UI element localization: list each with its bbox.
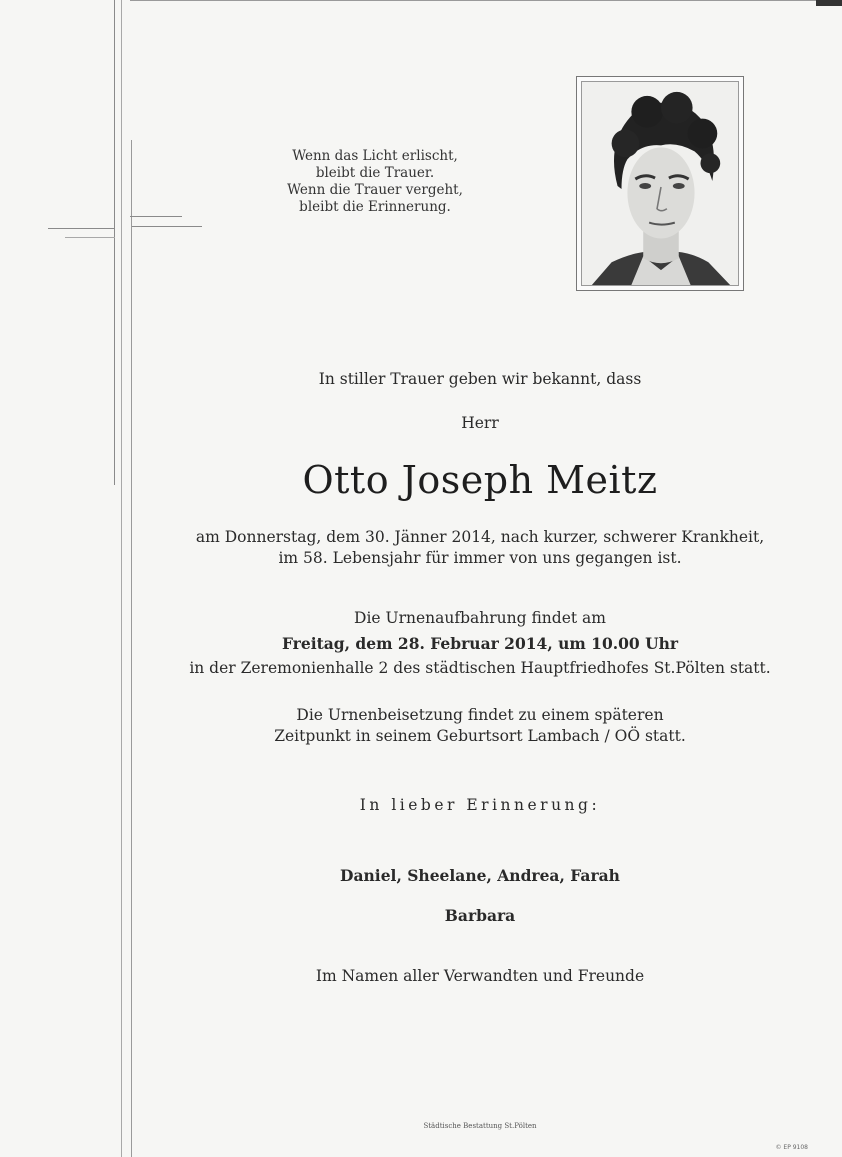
death-notice bbox=[150, 527, 810, 569]
viewing-line: Die Urnenaufbahrung findet am bbox=[354, 609, 606, 627]
portrait-image bbox=[582, 82, 738, 285]
viewing-date: Freitag, dem 28. Februar 2014, um 10.00 Uhr bbox=[281, 634, 679, 653]
cross-horizontal-line bbox=[130, 216, 182, 217]
verse-line: bleibt die Erinnerung. bbox=[299, 199, 451, 215]
burial-details bbox=[150, 705, 810, 747]
cross-vertical-line bbox=[121, 0, 122, 1157]
cross-horizontal-line bbox=[65, 237, 115, 238]
page-edge bbox=[130, 0, 842, 1]
death-notice-line: im 58. Lebensjahr für immer von uns gegangen ist. bbox=[278, 549, 682, 567]
document-code: © EP 9108 bbox=[775, 1144, 808, 1151]
viewing-location: in der Zeremonienhalle 2 des städtischen Hauptfriedhofes St.Pölten statt. bbox=[189, 659, 771, 677]
burial-line: Zeitpunkt in seinem Geburtsort Lambach / OÖ statt. bbox=[274, 727, 686, 745]
announcement-intro: In stiller Trauer geben wir bekannt, dass bbox=[318, 370, 642, 388]
salutation: Herr bbox=[461, 414, 499, 432]
burial-line: Die Urnenbeisetzung findet zu einem späteren bbox=[296, 706, 664, 724]
verse-line: Wenn das Licht erlischt, bbox=[292, 148, 458, 164]
portrait-photo-frame bbox=[576, 76, 744, 291]
mourner-names: Daniel, Sheelane, Andrea, Farah bbox=[340, 866, 620, 885]
mourners-behalf: Im Namen aller Verwandten und Freunde bbox=[315, 967, 645, 985]
cross-vertical-line bbox=[114, 0, 115, 485]
memory-heading: In lieber Erinnerung: bbox=[359, 796, 601, 814]
page-corner-mark bbox=[816, 0, 842, 6]
memorial-verse bbox=[250, 148, 500, 216]
verse-line: bleibt die Trauer. bbox=[315, 165, 435, 181]
cross-horizontal-line bbox=[132, 226, 202, 227]
cross-horizontal-line bbox=[48, 228, 114, 229]
portrait-photo bbox=[581, 81, 739, 286]
verse-line: Wenn die Trauer vergeht, bbox=[287, 182, 463, 198]
cross-vertical-line bbox=[131, 140, 132, 1157]
viewing-details bbox=[150, 606, 810, 681]
funeral-home-credit: Städtische Bestattung St.Pölten bbox=[423, 1122, 537, 1130]
mourner-name-second: Barbara bbox=[444, 906, 516, 925]
deceased-name: Otto Joseph Meitz bbox=[302, 458, 658, 502]
death-notice-line: am Donnerstag, dem 30. Jänner 2014, nach kurzer, schwerer Krankheit, bbox=[195, 528, 765, 546]
